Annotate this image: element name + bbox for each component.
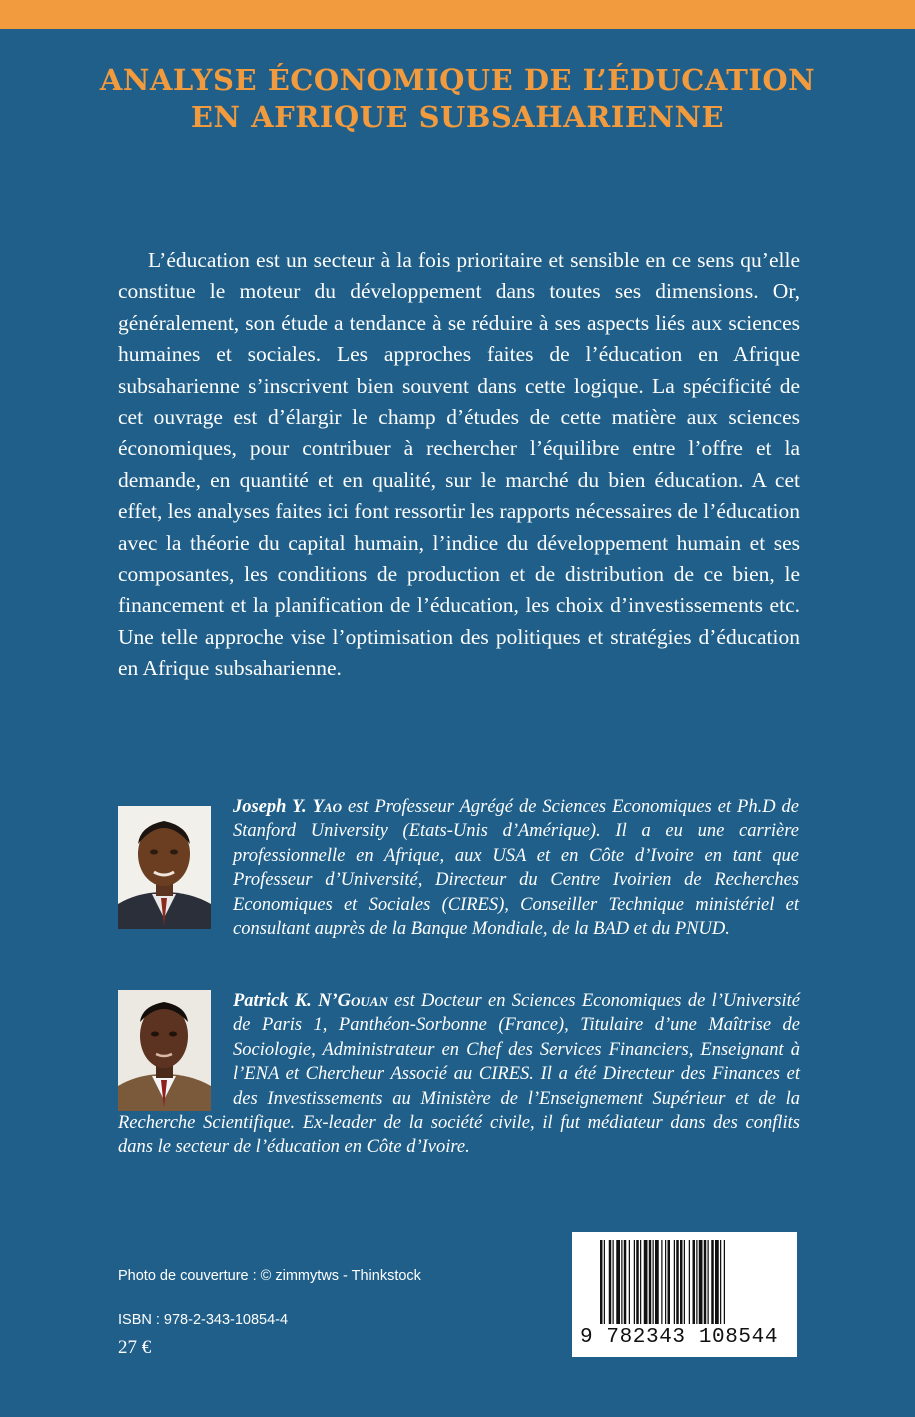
- barcode-bar: [704, 1240, 707, 1324]
- barcode-bar: [616, 1240, 620, 1324]
- barcode-bar: [621, 1240, 622, 1324]
- photo-spacer: [118, 989, 233, 1109]
- barcode-bar: [609, 1240, 612, 1324]
- barcode-bar: [640, 1240, 641, 1324]
- author-bio-ngouan-block: [118, 989, 800, 1160]
- author-name-ngouan-first: Patrick K. N’: [233, 991, 338, 1011]
- barcode-bar: [676, 1240, 679, 1324]
- barcode-bar: [604, 1240, 605, 1324]
- barcode-bar: [693, 1240, 696, 1324]
- barcode-bar: [715, 1240, 719, 1324]
- barcode-bar: [711, 1240, 714, 1324]
- barcode-bar: [674, 1240, 675, 1324]
- summary-paragraph: L’éducation est un secteur à la fois prioritaire et sensible en ce sens qu’elle constitue le moteur du développement dans toutes ses dimensions. Or, généralement, son étude a tendance à se réduire à ses aspects liés aux sciences humaines et sociales. Les approches faites de l’éducation en Afrique subsaharienne s’inscrivent bien souvent dans cette logique. La spécificité de cet ouvrage est d’élargir le champ d’études de cette matière aux sciences économiques, pour contribuer à rechercher l’équilibre entre l’offre et la demande, en quantité et en qualité, sur le marché du bien éducation. A cet effet, les analyses faites ici font ressortir les rapports nécessaires de l’éducation avec la théorie du capital humain, l’indice du développement humain et ses composantes, les conditions de production et de distribution de ce bien, le financement et la planification de l’éducation, les choix d’investissements etc. Une telle approche vise l’optimisation des politiques et stratégies d’éducation en Afrique subsaharienne.: [118, 248, 800, 681]
- barcode-digits: 9 782343 108544: [580, 1326, 779, 1349]
- barcode-bar: [634, 1240, 635, 1324]
- book-title-line-2: EN AFRIQUE SUBSAHARIENNE: [190, 100, 725, 134]
- barcode-bar: [661, 1240, 662, 1324]
- barcode-bar: [665, 1240, 666, 1324]
- barcode-bar: [668, 1240, 671, 1324]
- barcode-bar: [624, 1240, 627, 1324]
- barcode-bar: [696, 1240, 697, 1324]
- author-name-ngouan-last: Gouan: [337, 991, 388, 1011]
- barcode-bar: [649, 1240, 652, 1324]
- author-bio-yao-text: est Professeur Agrégé de Sciences Economiques et Ph.D de Stanford University (Etats-Unis d’Amérique). Il a eu une carrière professionnelle en Afrique, aux USA et en Côte d’Ivoire en tant que Professeur d’Université, Directeur du Centre Ivoirien de Recherches Economiques et Sociales (CIRES), Conseiller Technique ministériel et consultant auprès de la Banque Mondiale, de la BAD et du PNUD.: [233, 797, 799, 940]
- barcode-bar: [613, 1240, 614, 1324]
- author-photo-yao: [118, 806, 211, 929]
- barcode-bar: [600, 1240, 603, 1324]
- author-bio-yao: [233, 795, 799, 941]
- barcode-bar: [724, 1240, 725, 1324]
- barcode-bar: [644, 1240, 648, 1324]
- barcode-bar: [655, 1240, 659, 1324]
- author-bio-ngouan-text: est Docteur en Sciences Economiques de l’Université de Paris 1, Panthéon-Sorbonne (France), Titulaire d’une Maîtrise de Sociologie, Administrateur en Chef des Services Financiers, Enseignant à l’ENA et Chercheur Associé au CIRES. Il a été Directeur des Finances et des Investissements au Ministère de l’Enseignement Supérieur et de la Recherche Scientifique. Ex-leader de la société civile, il fut médiateur dans des conflits dans le secteur de l’éducation en Côte d’Ivoire.: [118, 991, 800, 1158]
- book-title-line-1: ANALYSE ÉCONOMIQUE DE L’ÉDUCATION: [99, 63, 816, 97]
- barcode-bar: [636, 1240, 639, 1324]
- author-name-yao-last: Yao: [312, 797, 342, 817]
- price: 27 €: [118, 1337, 152, 1358]
- barcode-bar: [680, 1240, 683, 1324]
- author-bio-ngouan: [118, 989, 800, 1160]
- isbn: ISBN : 978-2-343-10854-4: [118, 1312, 289, 1328]
- barcode-bar: [720, 1240, 721, 1324]
- barcode-bar: [629, 1240, 630, 1324]
- top-orange-band: [0, 0, 915, 29]
- barcode-bar: [653, 1240, 654, 1324]
- barcode-bar: [689, 1240, 690, 1324]
- author-name-yao-first: Joseph Y.: [233, 797, 313, 817]
- barcode-bar: [684, 1240, 685, 1324]
- barcode-bar: [708, 1240, 709, 1324]
- barcode-bar: [699, 1240, 703, 1324]
- book-title: [0, 62, 915, 136]
- photo-credit: Photo de couverture : © zimmytws - Thinkstock: [118, 1268, 421, 1284]
- barcode: [572, 1232, 797, 1357]
